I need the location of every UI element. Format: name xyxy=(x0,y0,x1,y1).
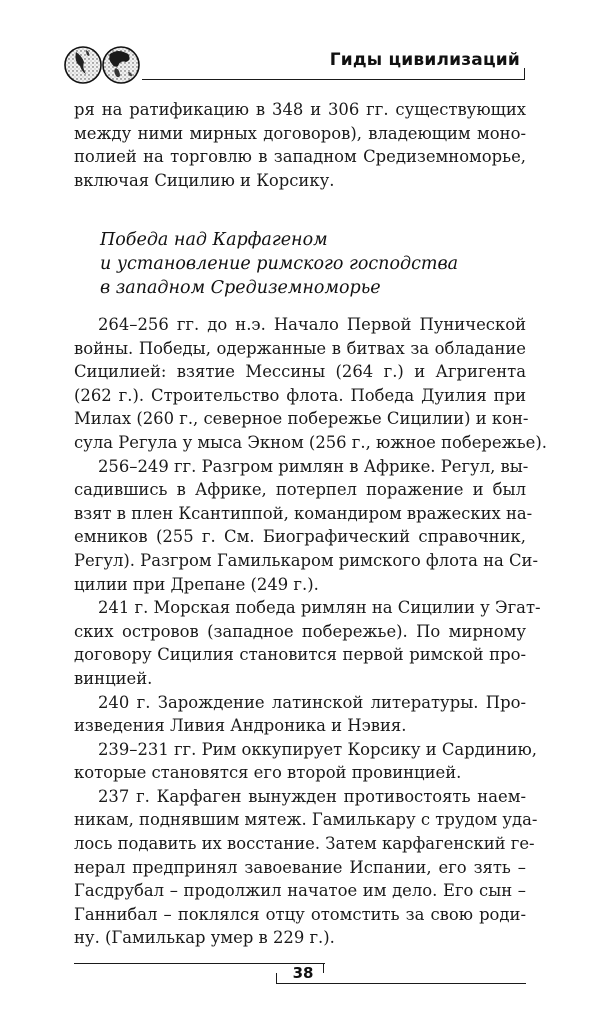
footer-rule-right xyxy=(276,983,526,984)
text-line: садившись в Африке, потерпел поражение и был xyxy=(74,480,526,500)
text-line: взят в плен Ксантиппой, командиром вражеских на- xyxy=(74,503,533,523)
heading-line: и установление римского господства xyxy=(100,254,459,274)
page-header xyxy=(0,0,600,90)
header-rule-tick xyxy=(524,68,525,80)
section-heading xyxy=(100,228,520,300)
chronology-entry xyxy=(74,313,547,455)
page-footer xyxy=(0,955,600,1015)
chronology-entries xyxy=(74,313,547,950)
text-line: полией на торговлю в западном Средиземноморье, xyxy=(74,147,526,167)
text-line: винцией. xyxy=(74,668,153,688)
text-line: 237 г. Карфаген вынужден противостоять наем- xyxy=(98,786,526,806)
text-line: 264–256 гг. до н.э. Начало Первой Пунической xyxy=(98,315,526,334)
text-line: ря на ратификацию в 348 и 306 гг. существующих xyxy=(74,100,526,119)
text-line: договору Сицилия становится первой римской про- xyxy=(74,645,526,665)
text-line: 239–231 гг. Рим оккупирует Корсику и Сардинию, xyxy=(98,739,537,759)
twin-globes-icon xyxy=(64,42,142,88)
chronology-entry xyxy=(74,596,541,690)
text-line: включая Сицилию и Корсику. xyxy=(74,170,335,190)
footer-rule-tick xyxy=(323,963,324,973)
footer-rule-tick xyxy=(276,973,277,983)
text-line: емников (255 г. См. Биографический справочник, xyxy=(74,527,526,547)
text-line: ну. (Гамилькар умер в 229 г.). xyxy=(74,928,335,948)
text-line: 240 г. Зарождение латинской литературы. Про- xyxy=(98,692,526,712)
text-line: 241 г. Морская победа римлян на Сицилии у Эгат- xyxy=(98,598,541,618)
text-line: Ганнибал – поклялся отцу отомстить за свою роди- xyxy=(74,904,526,924)
chronology-entry xyxy=(74,455,538,597)
text-line: сула Регула у мыса Экном (256 г., южное побережье). xyxy=(74,432,547,452)
text-line: между ними мирных договоров), владеющим моно- xyxy=(74,123,526,143)
heading-line: Победа над Карфагеном xyxy=(100,230,328,250)
text-line: 256–249 гг. Разгром римлян в Африке. Регул, вы- xyxy=(98,456,529,476)
text-line: Регул). Разгром Гамилькаром римского флота на Си- xyxy=(74,550,538,570)
intro-paragraph xyxy=(74,98,526,192)
text-line: нерал предпринял завоевание Испании, его зять – xyxy=(74,857,526,877)
text-line: никам, поднявшим мятеж. Гамилькару с трудом уда- xyxy=(74,810,538,830)
header-rule xyxy=(142,79,524,80)
text-line: Милах (260 г., северное побережье Сицилии) и кон- xyxy=(74,409,529,429)
text-line: цилии при Дрепане (249 г.). xyxy=(74,574,319,594)
running-title: Гиды цивилизаций xyxy=(329,50,520,70)
text-line: лось подавить их восстание. Затем карфагенский ге- xyxy=(74,834,535,854)
paragraph xyxy=(74,98,526,192)
text-line: (262 г.). Строительство флота. Победа Дуилия при xyxy=(74,385,526,405)
text-line: изведения Ливия Андроника и Нэвия. xyxy=(74,716,407,736)
chronology-entry xyxy=(74,738,537,785)
text-line: Сицилией: взятие Мессины (264 г.) и Агригента xyxy=(74,362,526,382)
text-line: войны. Победы, одержанные в битвах за обладание xyxy=(74,338,526,358)
text-line: Гасдрубал – продолжил начатое им дело. Его сын – xyxy=(74,881,526,901)
heading-line: в западном Средиземноморье xyxy=(100,278,381,298)
chronology-entry xyxy=(74,785,538,950)
page-number: 38 xyxy=(292,964,314,982)
text-line: ских островов (западное побережье). По мирному xyxy=(74,621,526,641)
text-line: которые становятся его второй провинцией. xyxy=(74,763,462,783)
chronology-entry xyxy=(74,691,526,738)
